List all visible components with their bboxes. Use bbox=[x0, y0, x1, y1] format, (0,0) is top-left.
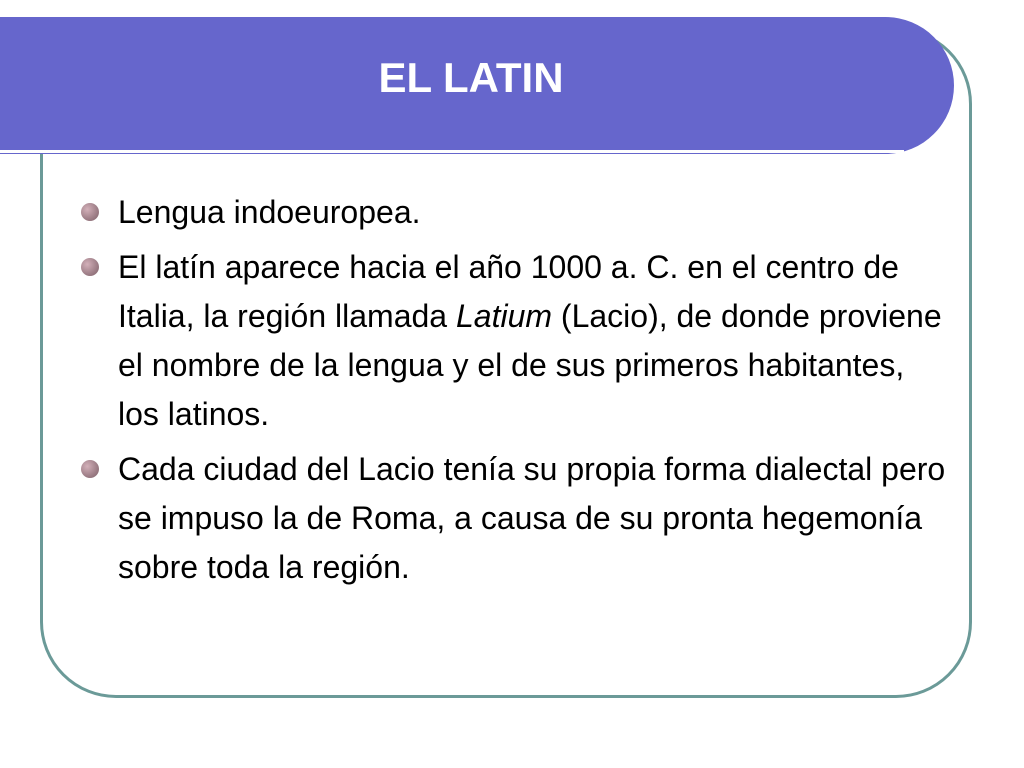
bullet-item bbox=[76, 188, 946, 237]
bullet-text: Cada ciudad del Lacio tenía su propia forma dialectal pero se impuso la de Roma, a causa de su pronta hegemonía sobre toda la región. bbox=[118, 451, 946, 585]
bullet-italic-term: Latium bbox=[455, 298, 553, 334]
bullet-icon bbox=[81, 460, 99, 478]
bullet-item bbox=[76, 243, 946, 439]
bullet-text-part: El latín aparece hacia el año 1000 a. C. en el centro de Italia, la región llamada bbox=[118, 249, 899, 334]
bullet-item bbox=[76, 445, 946, 592]
bullet-list bbox=[76, 188, 946, 598]
bullet-text-part: (Lacio), de donde proviene el nombre de la lengua y el de sus primeros habitantes, los latinos. bbox=[118, 298, 942, 432]
bullet-text: Lengua indoeuropea. bbox=[118, 194, 421, 230]
title-underline bbox=[0, 150, 904, 153]
bullet-icon bbox=[81, 258, 99, 276]
slide-title: EL LATIN bbox=[378, 54, 564, 101]
bullet-icon bbox=[81, 203, 99, 221]
